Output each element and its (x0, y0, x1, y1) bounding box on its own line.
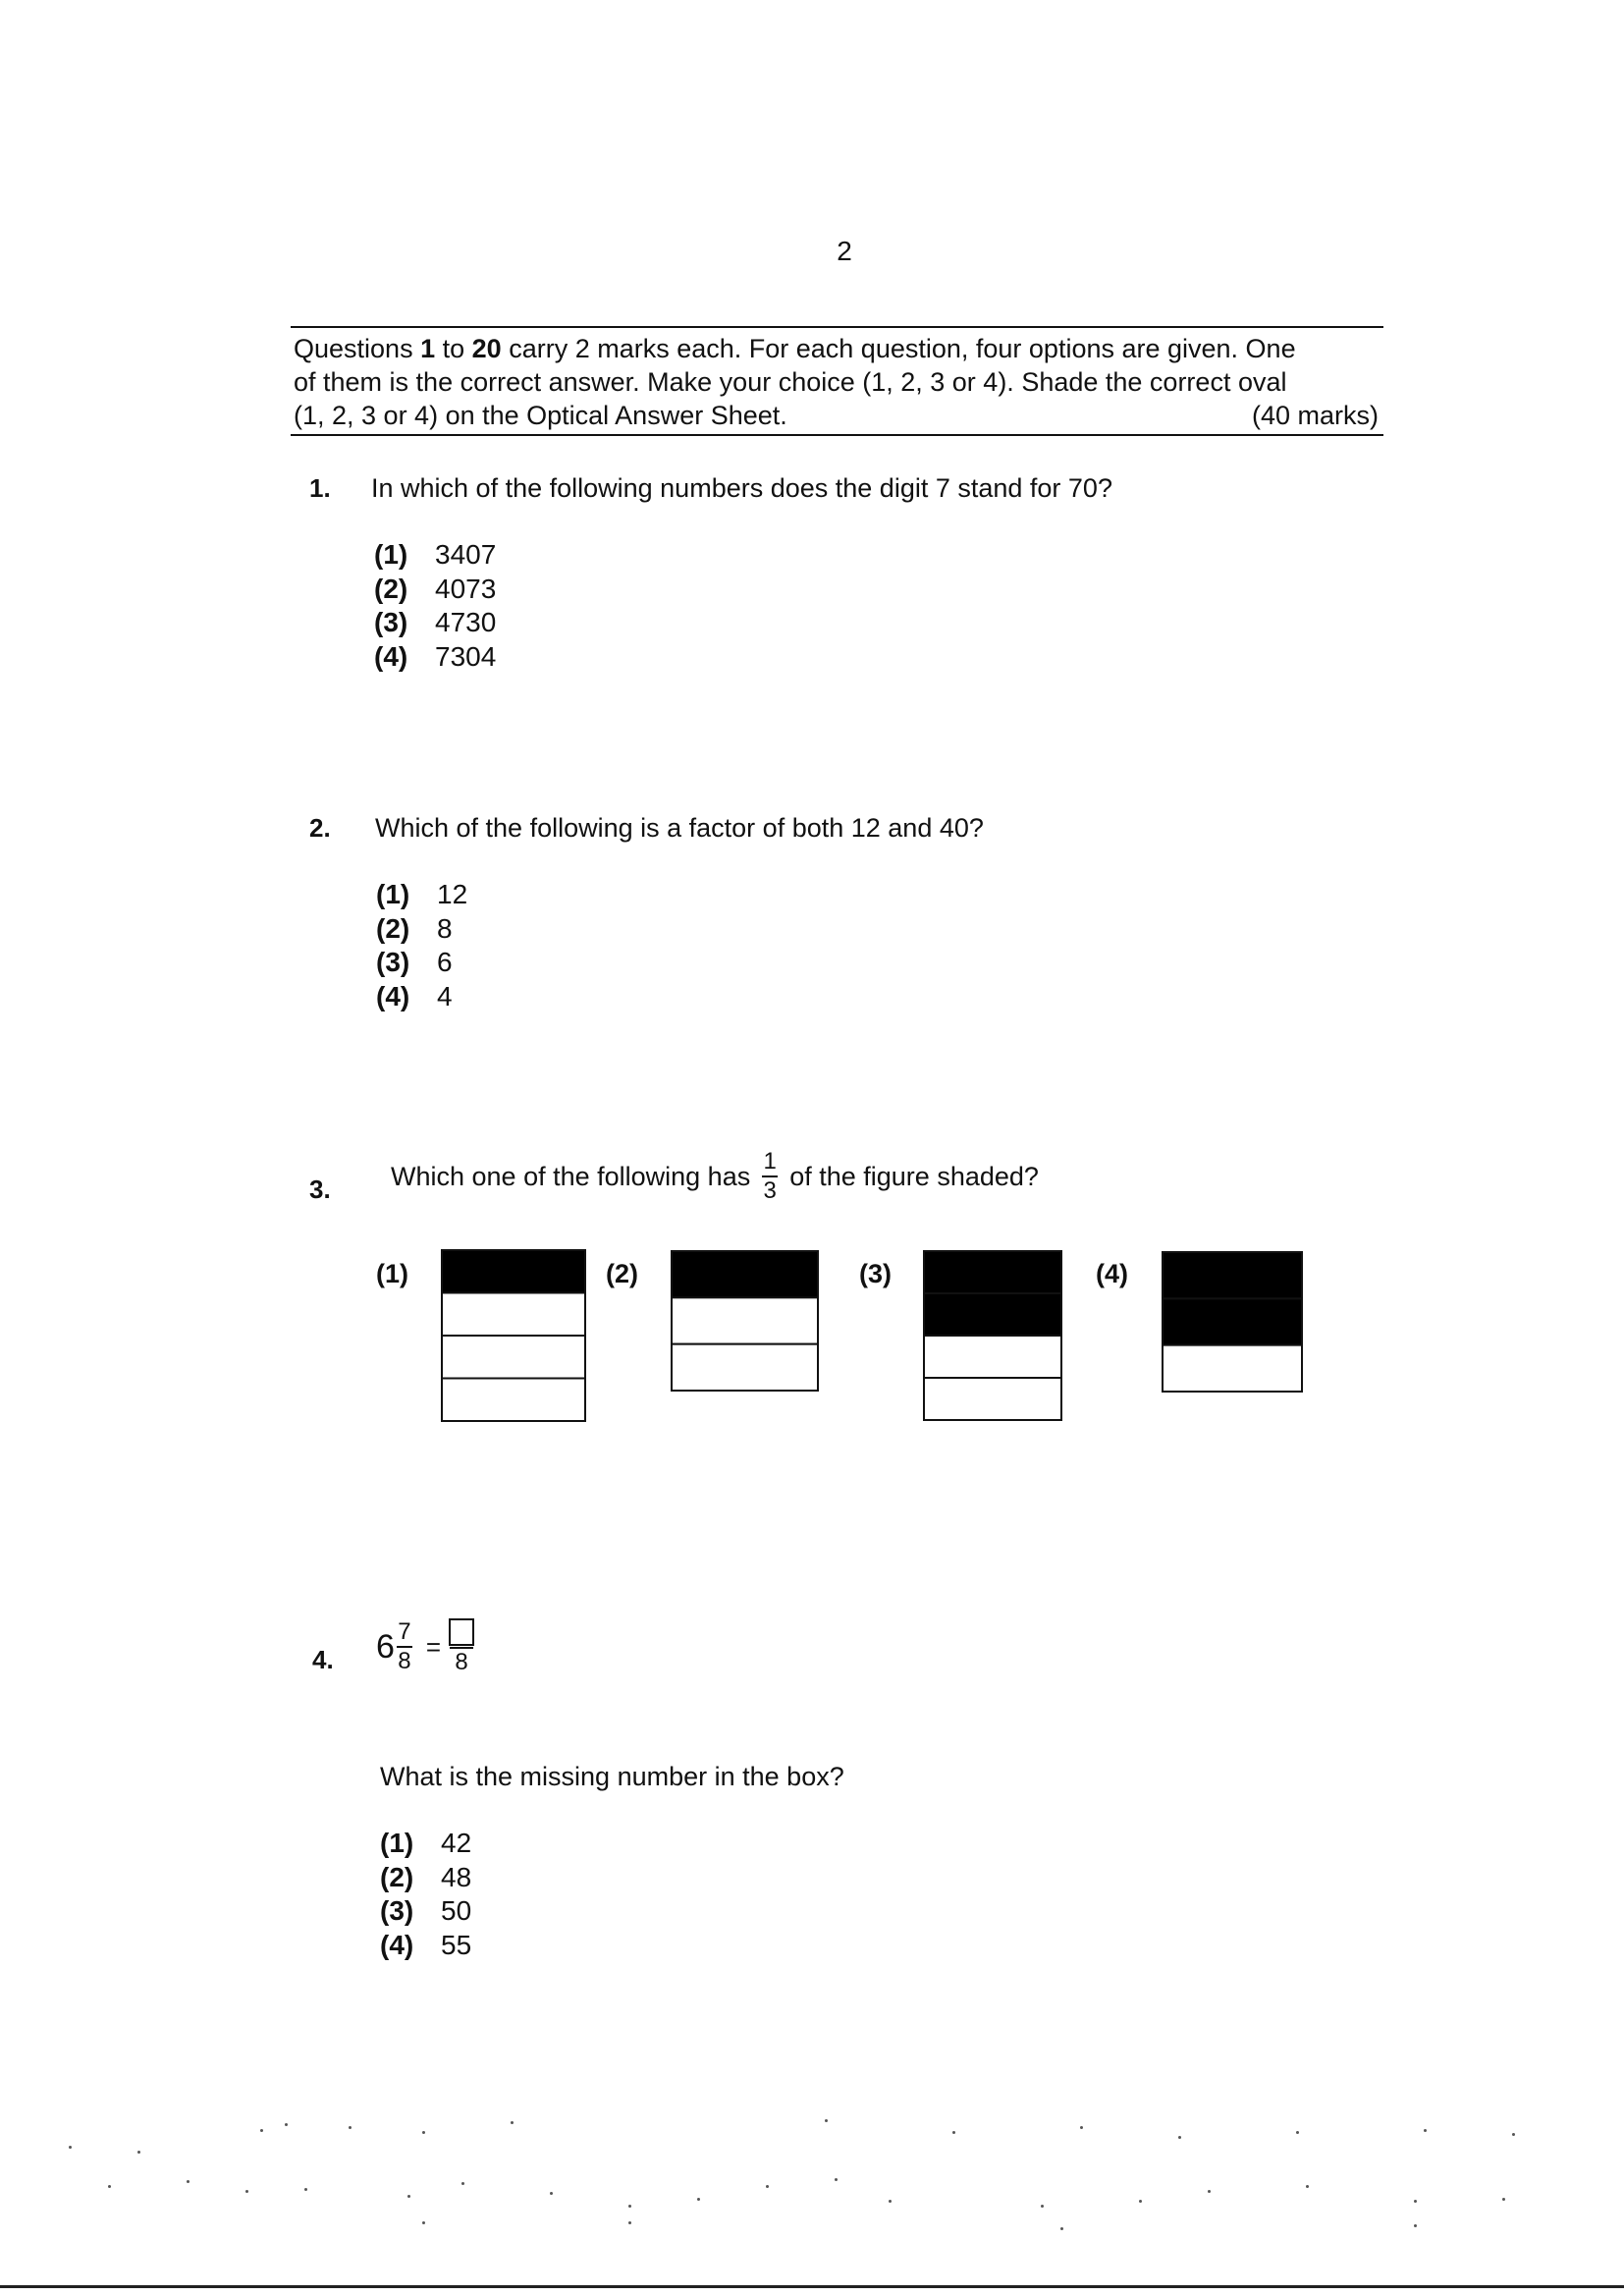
figure-2-label: (2) (606, 1259, 638, 1288)
shaded-part (924, 1293, 1061, 1336)
figure-1-svg (440, 1248, 587, 1423)
question-4-number: 4. (312, 1645, 334, 1674)
figure-1 (440, 1248, 587, 1423)
option: (1) 42 (380, 1828, 472, 1858)
question-2-text: Which of the following is a factor of both 12 and 40? (375, 813, 984, 843)
instructions-line-3 (294, 399, 1380, 432)
fraction-denominator: 8 (398, 1648, 411, 1674)
shaded-part (442, 1250, 585, 1293)
question-1-number: 1. (309, 473, 331, 503)
option: (2) 4073 (374, 573, 497, 604)
figure-3 (922, 1249, 1063, 1422)
question-2-options (376, 878, 467, 1013)
unshaded-part (672, 1344, 818, 1391)
option: (3) 4730 (374, 607, 497, 637)
instructions-line-1: Questions 1 to 20 carry 2 marks each. For each question, four options are given. One (294, 334, 1296, 363)
shaded-part (924, 1251, 1061, 1293)
answer-fraction (449, 1618, 474, 1675)
instructions-line-2: of them is the correct answer. Make your choice (1, 2, 3 or 4). Shade the correct oval (294, 367, 1287, 397)
unshaded-part (1163, 1345, 1302, 1392)
fraction-denominator: 8 (455, 1649, 468, 1675)
option: (1) 12 (376, 879, 468, 909)
option: (4) 7304 (374, 640, 497, 672)
unshaded-part (672, 1297, 818, 1343)
option: (1) 3407 (374, 539, 497, 570)
shaded-part (672, 1251, 818, 1297)
fraction-numerator: 1 (763, 1148, 777, 1175)
bottom-rule (0, 2285, 1624, 2288)
figure-1-label: (1) (376, 1259, 408, 1288)
option: (2) 8 (376, 912, 453, 944)
unshaded-part (924, 1336, 1061, 1378)
total-marks: (40 marks) (1251, 401, 1379, 430)
question-3-text-after: of the figure shaded? (789, 1161, 1039, 1191)
option: (2) 48 (380, 1861, 472, 1892)
fraction-numerator: 7 (398, 1618, 411, 1645)
shaded-part (1163, 1298, 1302, 1344)
mixed-number-fraction (397, 1619, 412, 1674)
unshaded-part (442, 1293, 585, 1337)
option: (3) 6 (376, 947, 453, 977)
page-number: 2 (837, 236, 852, 266)
question-3-text (391, 1149, 1039, 1204)
question-3-text-before: Which one of the following has (391, 1161, 751, 1191)
instructions-text: (1, 2, 3 or 4) on the Optical Answer Sheet. (294, 401, 787, 430)
figure-2-svg (670, 1249, 820, 1393)
fraction-denominator: 3 (763, 1177, 777, 1204)
option: (4) 4 (376, 980, 453, 1011)
question-2-number: 2. (309, 813, 331, 843)
shaded-part (1163, 1252, 1302, 1298)
figure-3-label: (3) (859, 1259, 892, 1288)
figure-4 (1161, 1250, 1304, 1394)
unshaded-part (924, 1378, 1061, 1420)
missing-number-box (449, 1618, 474, 1646)
question-1-options (374, 538, 496, 674)
figure-3-svg (922, 1249, 1063, 1422)
question-4-options (380, 1827, 471, 1962)
unshaded-part (442, 1379, 585, 1422)
instructions-box (291, 326, 1383, 436)
one-third-fraction (762, 1149, 778, 1204)
option: (3) 50 (380, 1895, 472, 1926)
option: (4) 55 (380, 1929, 472, 1960)
unshaded-part (442, 1336, 585, 1379)
figure-4-svg (1161, 1250, 1304, 1394)
question-3-number: 3. (309, 1175, 331, 1204)
equals-sign: = (425, 1631, 442, 1662)
figure-4-label: (4) (1096, 1259, 1128, 1288)
question-1-text: In which of the following numbers does the digit 7 stand for 70? (371, 473, 1112, 503)
question-4-text: What is the missing number in the box? (380, 1762, 844, 1791)
mixed-number-whole: 6 (376, 1627, 395, 1666)
figure-2 (670, 1249, 820, 1393)
question-4-equation (376, 1618, 480, 1675)
